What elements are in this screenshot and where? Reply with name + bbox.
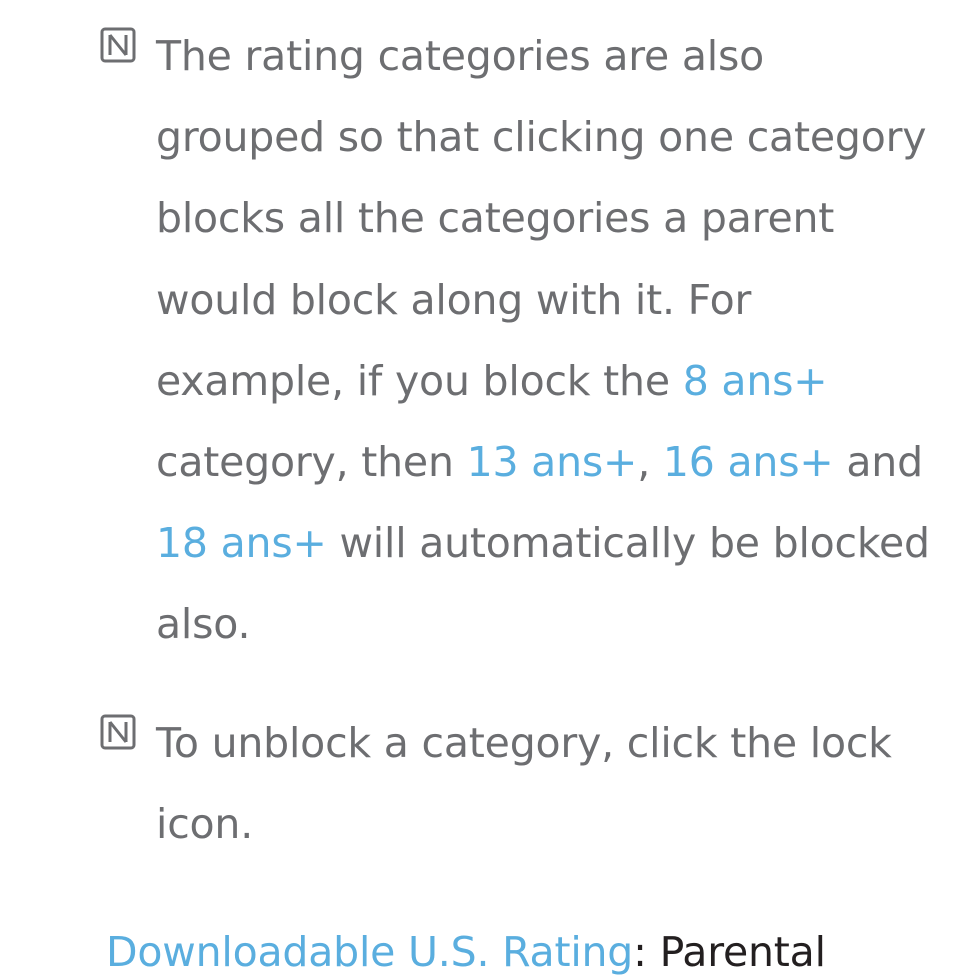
note-1-part-2: category, then (156, 438, 467, 487)
note-1-part-5: will automatically be blocked also. (156, 519, 930, 649)
note-1-part-3: , (637, 438, 663, 487)
note-1-part-4: and (833, 438, 923, 487)
note-icon (100, 714, 136, 750)
setting-term: Downloadable U.S. Rating (106, 928, 634, 976)
rating-8-ans: 8 ans+ (682, 356, 828, 405)
rating-18-ans: 18 ans+ (156, 519, 327, 568)
note-2-text: To unblock a category, click the lock icon. (156, 719, 892, 849)
note-icon (100, 27, 136, 63)
setting-description: Parental (659, 928, 826, 976)
setting-separator: : (633, 928, 647, 976)
note-1 (100, 16, 940, 666)
rating-16-ans: 16 ans+ (662, 438, 834, 487)
note-1-part-1: The rating categories are also grouped so that clicking one category blocks all the categories a parent would block along with it. For example, if you block the (156, 32, 927, 405)
rating-13-ans: 13 ans+ (466, 438, 638, 487)
setting-entry (106, 912, 826, 977)
note-1-text (156, 16, 940, 666)
note-2 (100, 703, 940, 865)
